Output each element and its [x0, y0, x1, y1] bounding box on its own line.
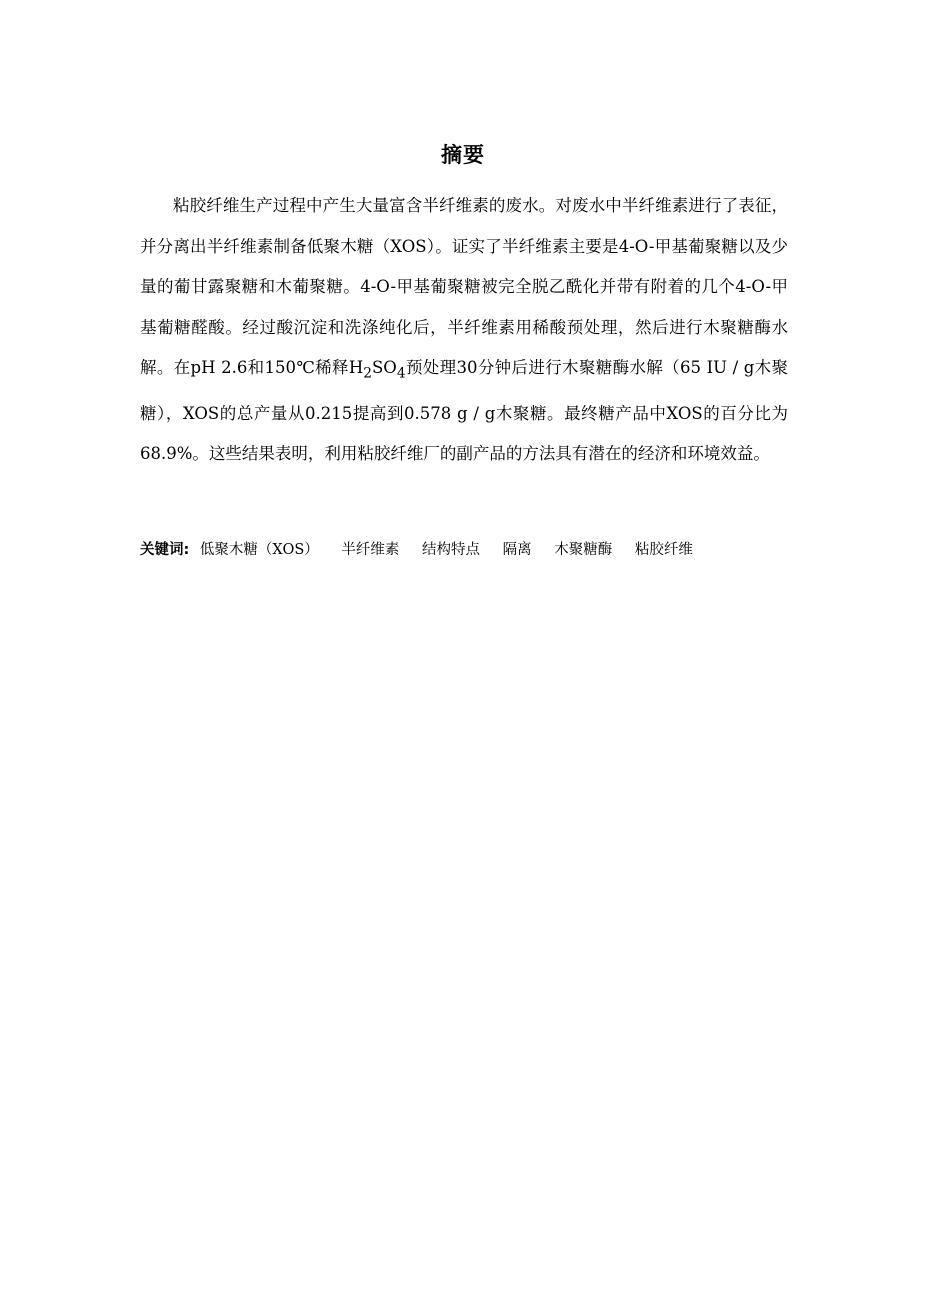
abstract-text-part-2: SO: [372, 358, 397, 377]
keyword-item: 结构特点: [422, 542, 481, 558]
keyword-item: 低聚木糖（XOS）: [199, 542, 319, 558]
abstract-paragraph: [140, 186, 788, 475]
abstract-title: 摘要: [441, 143, 485, 167]
keyword-item: 粘胶纤维: [634, 542, 693, 558]
abstract-text-part-3: 预处理30分钟后进行木聚糖酶水解（65 IU / g木聚糖），XOS的总产量从0.215提高到0.578 g / g木聚糖。最终糖产品中XOS的百分比为68.9%。这些结果表明，利用粘胶纤维厂的副产品的方法具有潜在的经济和环境效益。: [140, 358, 788, 464]
keywords-line: [140, 538, 840, 562]
subscript-4: 4: [396, 365, 406, 382]
keyword-item: 半纤维素: [341, 542, 400, 558]
abstract-text-part-1: 粘胶纤维生产过程中产生大量富含半纤维素的废水。对废水中半纤维素进行了表征，并分离出半纤维素制备低聚木糖（XOS）。证实了半纤维素主要是4-O-甲基葡聚糖以及少量的葡甘露聚糖和木葡聚糖。4-O-甲基葡聚糖被完全脱乙酰化并带有附着的几个4-O-甲基葡糖醛酸。经过酸沉淀和洗涤纯化后，半纤维素用稀酸预处理，然后进行木聚糖酶水解。在pH 2.6和150℃稀释H: [140, 196, 788, 377]
subscript-2: 2: [363, 365, 372, 382]
keyword-item: 隔离: [502, 542, 532, 558]
keyword-item: 木聚糖酶: [554, 542, 613, 558]
keywords-label: 关键词:: [140, 542, 190, 558]
abstract-body: [140, 186, 788, 475]
